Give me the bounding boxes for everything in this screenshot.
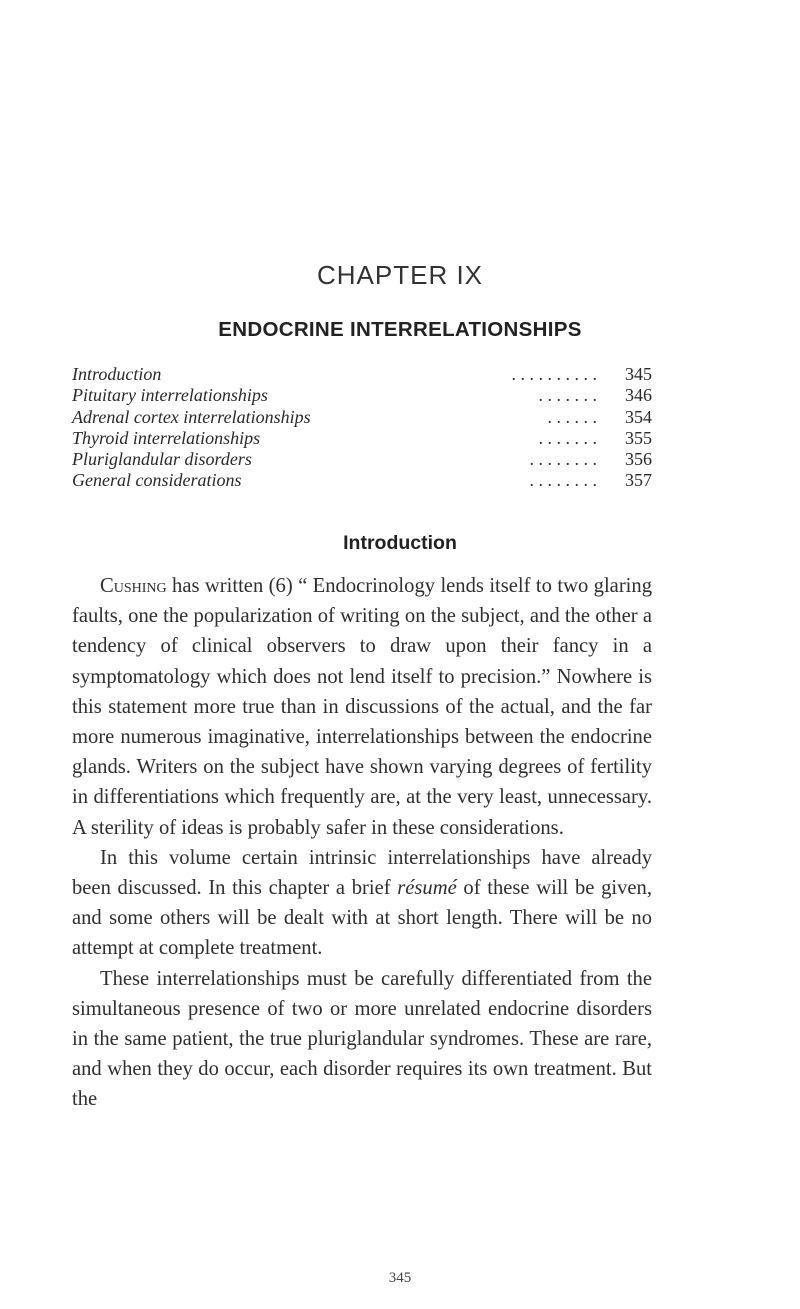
table-of-contents (72, 364, 652, 492)
toc-entry-title: Pituitary interrelationships (72, 385, 268, 406)
italic-term: résumé (397, 877, 457, 900)
toc-entry (72, 449, 652, 470)
toc-entry-page: 357 (625, 470, 652, 491)
body-text (72, 571, 652, 1115)
section-heading: Introduction (343, 532, 457, 554)
toc-entry (72, 385, 652, 406)
paragraph-text: In this volume certain intrinsic interrelationships have already been discussed. In this chapter a brief (72, 846, 652, 900)
toc-entry-page: 346 (625, 385, 652, 406)
toc-entry-title: Thyroid interrelationships (72, 427, 261, 448)
paragraph-lead-word: Cushing (100, 575, 167, 597)
toc-entry (72, 364, 652, 385)
toc-entry-title: Adrenal cortex interrelationships (72, 406, 311, 427)
paragraph (72, 843, 652, 964)
paragraph-text: has written (6) “ Endocrinology lends itself to two glaring faults, one the popularization of writing on the subject, and the other a tendency of clinical observers to draw upon their fancy in a symptomatology which does not lend itself to precision.” Nowhere is this statement more true than in discussions of the actual, and the far more numerous imaginative, interrelationships between the endocrine glands. Writers on the subject have shown varying degrees of fertility in differentiations which frequently are, at the very least, unnecessary. A sterility of ideas is probably safer in these considerations. (72, 575, 652, 839)
toc-entry-page: 355 (625, 427, 652, 448)
chapter-label: CHAPTER IX (316, 260, 484, 290)
toc-entry-page: 356 (625, 449, 652, 470)
toc-entry (72, 428, 652, 449)
toc-entry-page: 354 (625, 406, 652, 427)
paragraph (72, 964, 652, 1115)
toc-entry (72, 407, 652, 428)
toc-entry-title: Introduction (72, 364, 162, 384)
toc-entry-page: 345 (625, 364, 652, 384)
toc-entry-title: Pluriglandular disorders (72, 449, 252, 470)
toc-entry-title: General considerations (72, 470, 242, 491)
toc-entry (72, 470, 652, 491)
chapter-title: ENDOCRINE INTERRELATIONSHIPS (218, 318, 582, 341)
paragraph-text: of these will be given, and some others will be dealt with at short length. There will be no attempt at complete treatment. (72, 877, 652, 960)
paragraph-text: These interrelationships must be carefully differentiated from the simultaneous presence of two or more unrelated endocrine disorders in the same patient, the true pluriglandular syndromes. These are rare, and when they do occur, each disorder requires its own treatment. But the (72, 967, 652, 1111)
toc-leader-dots: . . . . . . (547, 406, 597, 427)
toc-leader-dots: . . . . . . . . . . (511, 364, 597, 384)
paragraph (72, 571, 652, 843)
toc-leader-dots: . . . . . . . . (529, 449, 597, 470)
toc-leader-dots: . . . . . . . . (529, 470, 597, 491)
toc-leader-dots: . . . . . . . (538, 427, 597, 448)
page-number: 345 (388, 1270, 412, 1286)
toc-leader-dots: . . . . . . . (538, 385, 597, 406)
